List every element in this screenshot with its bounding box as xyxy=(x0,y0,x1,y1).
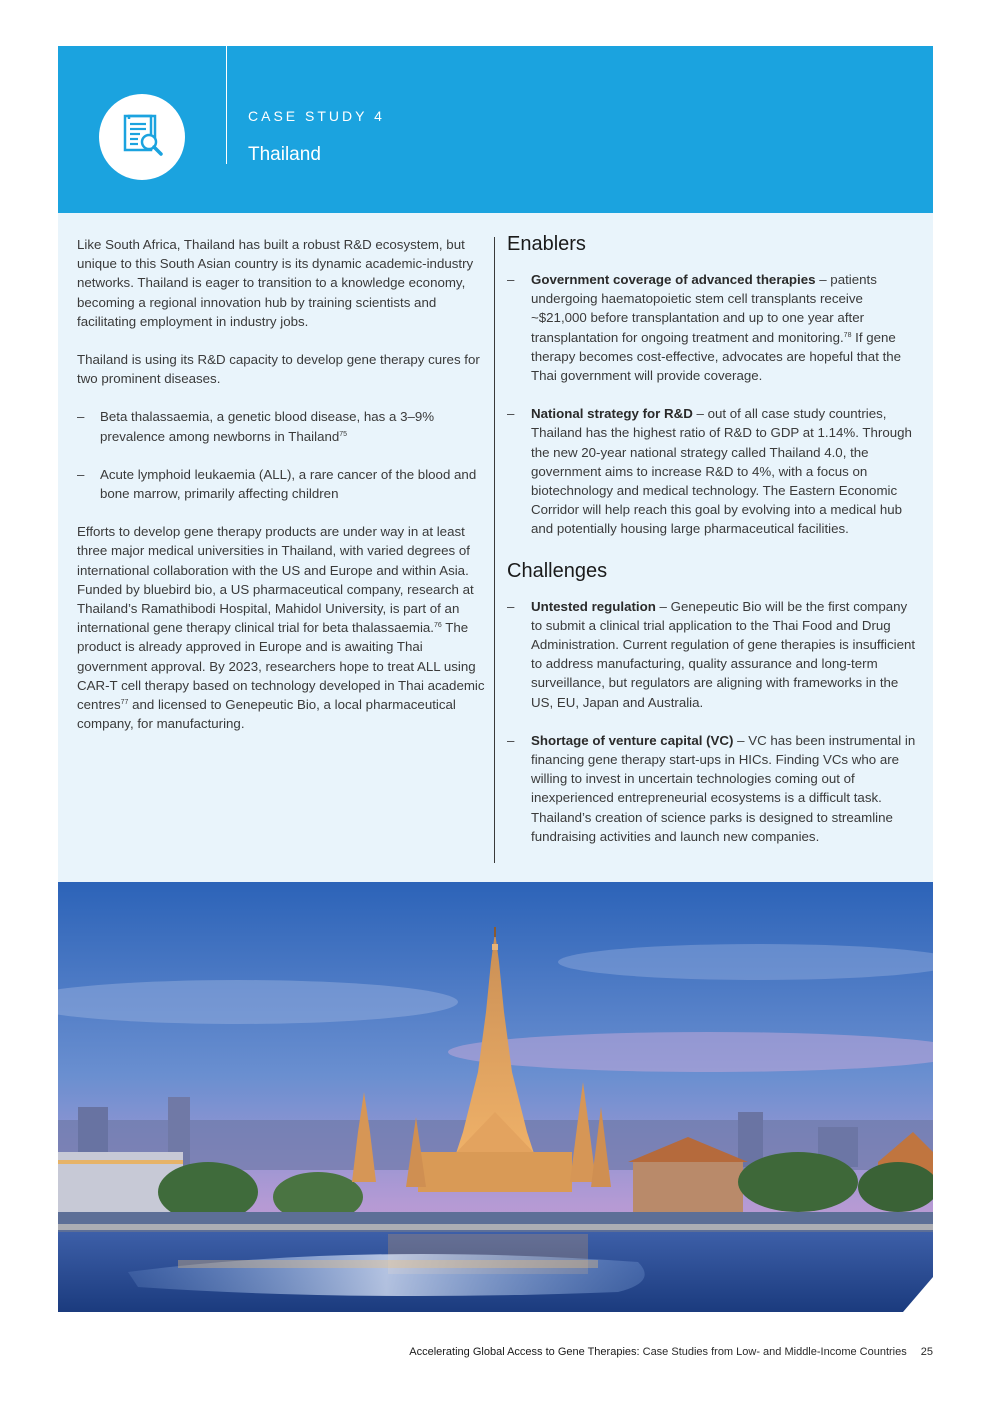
page-title: Thailand xyxy=(248,144,321,165)
photo-illustration xyxy=(58,882,933,1312)
document-search-icon xyxy=(120,113,166,159)
enablers-heading: Enablers xyxy=(507,233,586,255)
item-title: Government coverage of advanced therapies xyxy=(531,272,816,287)
disease-list xyxy=(77,407,487,503)
dash-marker: – xyxy=(77,466,85,482)
paragraph-text: The product is already approved in Europe and is awaiting Thai government approval. By 2023, researchers hope to treat ALL using CAR-T cell therapy based on technology developed in Thai academic centres xyxy=(77,620,485,713)
page-footer xyxy=(0,1346,933,1358)
list-item-text: Beta thalassaemia, a genetic blood disease, has a 3–9% prevalence among newborns in Thailand xyxy=(100,409,435,444)
intro-paragraph: Like South Africa, Thailand has built a robust R&D ecosystem, but unique to this South Asian country is its dynamic academic-industry networks. Thailand is eager to transition to a knowledge economy, becoming a regional innovation hub by training scientists and facilitating employment in industry jobs. xyxy=(77,237,474,329)
item-text: – patients undergoing haematopoietic stem cell transplants receive ~$21,000 before transplantation and up to one year after transplantation for ongoing treatment and monitoring. xyxy=(531,272,877,345)
footnote-ref: 77 xyxy=(120,699,129,707)
challenges-list xyxy=(507,597,917,846)
footnote-ref: 78 xyxy=(843,331,852,339)
dash-marker: – xyxy=(77,409,85,425)
list-item xyxy=(507,731,917,846)
right-column xyxy=(507,231,917,865)
case-study-header xyxy=(58,46,933,213)
dash-marker: – xyxy=(507,732,515,748)
paragraph-text: and licensed to Genepeutic Bio, a local pharmaceutical company, for manufacturing. xyxy=(77,697,456,732)
list-item xyxy=(77,465,487,503)
challenges-heading: Challenges xyxy=(507,559,608,582)
column-divider xyxy=(494,237,495,863)
paragraph-text: Efforts to develop gene therapy products are under way in at least three major medical universities in Thailand, with varied degrees of international collaboration with the US and Europe and within Asia. Funded by bluebird bio, a US pharmaceutical company, research at Thailand’s Ramathibodi Hospital, Mahidol University, is part of an international gene therapy clinical trial for beta thalassaemia. xyxy=(77,524,474,636)
item-text: If gene therapy becomes cost-effective, advocates are hopeful that the Thai government will provide coverage. xyxy=(531,329,902,384)
diseases-paragraph: Thailand is using its R&D capacity to develop gene therapy cures for two prominent diseases. xyxy=(77,352,480,387)
item-text: – out of all case study countries, Thailand has the highest ratio of R&D to GDP at 1.14%. Through the new 20-year national strategy called Thailand 4.0, the government aims to increase R&D to 4%, with a focus on biotechnology and medical technology. The Eastern Economic Corridor will help reach this goal by evolving into a medical hub and potentially housing large pharmaceutical facilities. xyxy=(531,406,912,537)
left-column xyxy=(77,235,487,752)
list-item xyxy=(507,404,917,538)
footer-subtitle: Case Studies from Low- and Middle-Income Countries xyxy=(639,1346,907,1358)
item-text: – Genepeutic Bio will be the first company to submit a clinical trial application to the Thai Food and Drug Administration. Current regulation of gene therapies is insufficient to address manufacturing, quality assurance and long-term surveillance, but regulators are aligning with frameworks in the US, EU, Japan and Australia. xyxy=(531,598,916,710)
list-item xyxy=(507,270,917,385)
footnote-ref: 75 xyxy=(339,430,348,438)
efforts-paragraph xyxy=(77,522,487,733)
list-item xyxy=(77,407,487,445)
icon-badge xyxy=(99,94,185,180)
item-title: Untested regulation xyxy=(531,598,656,614)
dash-marker: – xyxy=(507,598,515,614)
item-title: National strategy for R&D xyxy=(531,406,693,422)
list-item xyxy=(507,597,917,712)
footnote-ref: 76 xyxy=(434,622,442,630)
enablers-list xyxy=(507,270,917,539)
dash-marker: – xyxy=(507,406,515,422)
case-study-label: CASE STUDY 4 xyxy=(248,108,385,124)
item-title: Shortage of venture capital (VC) xyxy=(531,732,734,748)
footer-title: Accelerating Global Access to Gene Therapies: xyxy=(409,1346,640,1358)
page-number: 25 xyxy=(920,1346,933,1358)
list-item-text: Acute lymphoid leukaemia (ALL), a rare cancer of the blood and bone marrow, primarily affecting children xyxy=(100,466,477,502)
dash-marker: – xyxy=(507,272,515,287)
content-panel xyxy=(58,213,933,882)
wat-arun-temple-photo xyxy=(58,882,933,1312)
header-divider xyxy=(226,46,227,164)
item-text: – VC has been instrumental in financing gene therapy start-ups in HICs. Finding VCs who are willing to invest in uncertain technologies coming out of inexperienced entrepreneurial ecosystems is a difficult task. Thailand’s creation of science parks is designed to streamline fundraising activities and launch new companies. xyxy=(531,732,916,844)
